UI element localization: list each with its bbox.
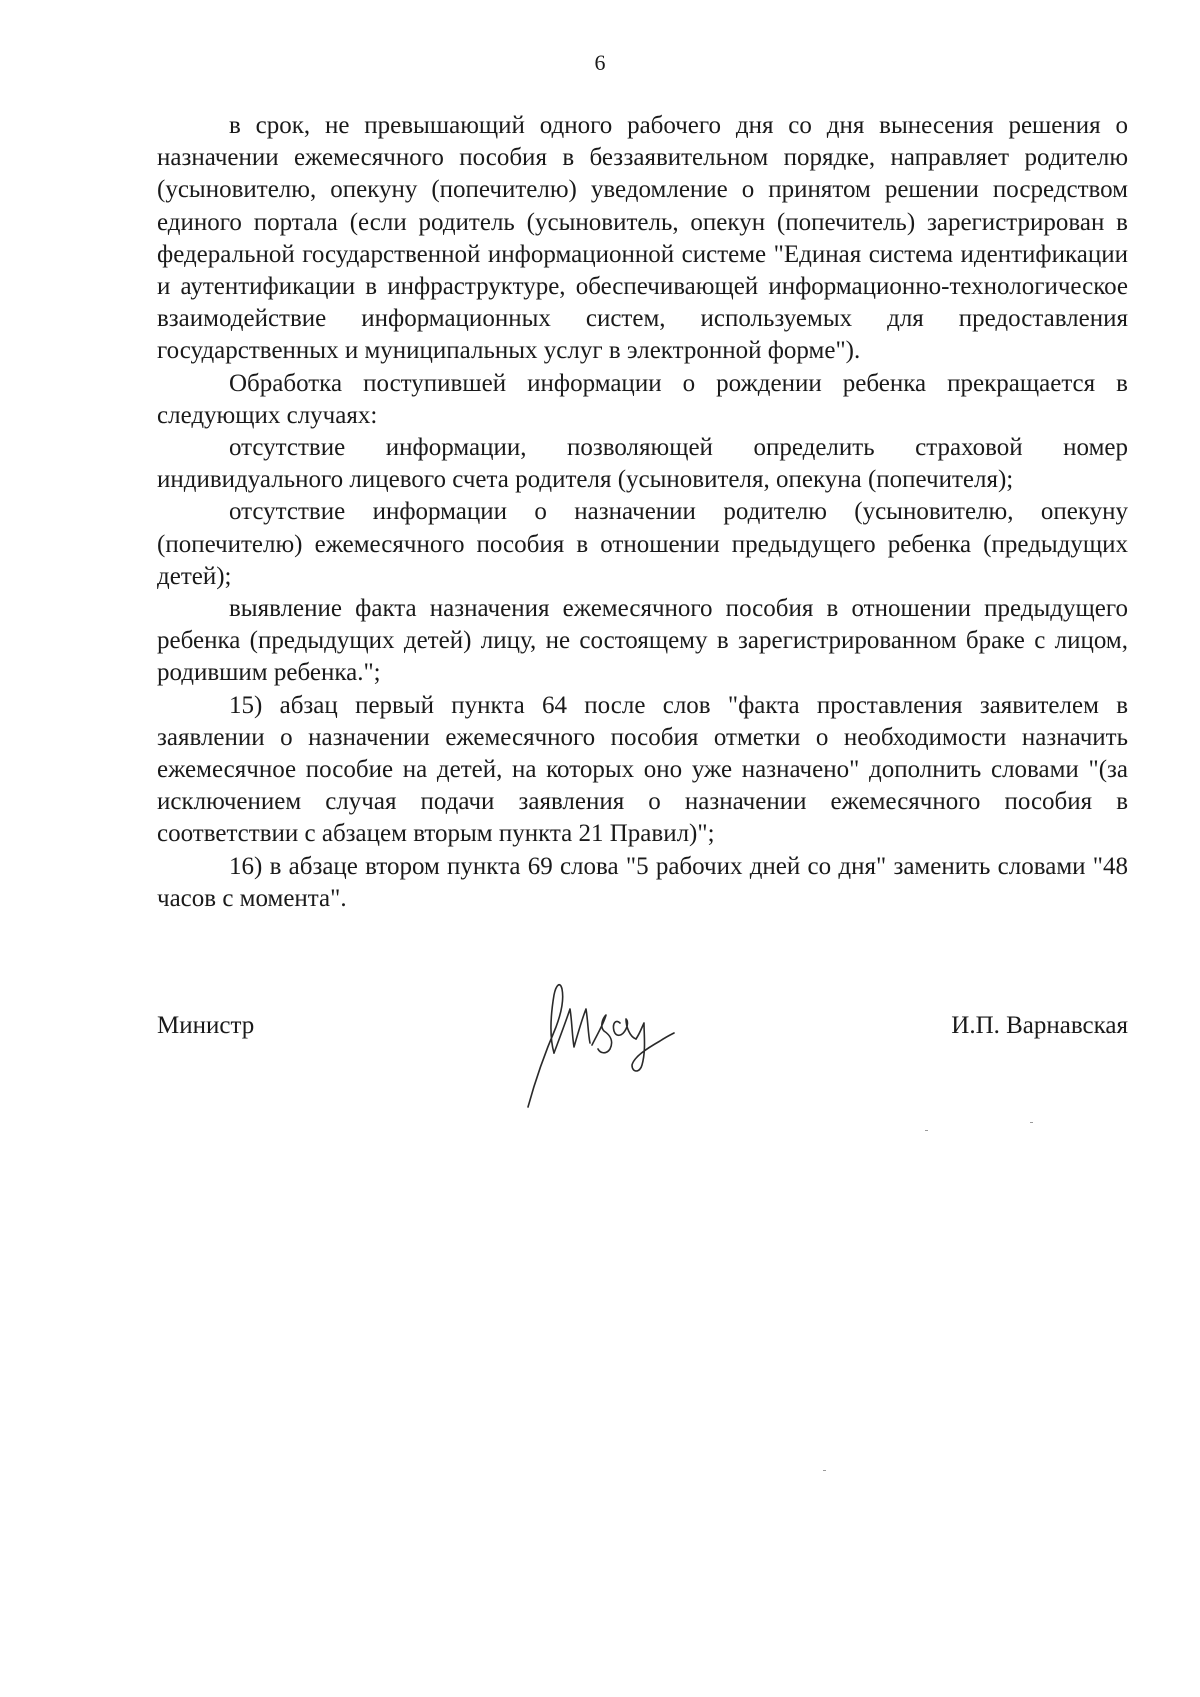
handwritten-signature (520, 975, 710, 1115)
paragraph-item-15: 15) абзац первый пункта 64 после слов "факта проставления заявителем в заявлении о назначении ежемесячного пособия отметки о необходимости назначить ежемесячное пособие на детей, на которых оно уже назначено" дополнить словами "(за исключением случая подачи заявления о назначении ежемесячного пособия в соответствии с абзацем вторым пункта 21 Правил)"; (157, 691, 1128, 848)
scan-speck (823, 1470, 826, 1471)
page-number: 6 (594, 50, 606, 75)
signatory-name: И.П. Варнавская (951, 1012, 1128, 1039)
paragraph-case-no-snils: отсутствие информации, позволяющей определить страховой номер индивидуального лицевого счета родителя (усыновителя, опекуна (попечителя); (157, 434, 1128, 494)
paragraph-item-16: 16) в абзаце втором пункта 69 слова "5 рабочих дней со дня" заменить словами "48 часов с момента". (157, 852, 1128, 912)
paragraph-termination-intro: Обработка поступившей информации о рождении ребенка прекращается в следующих случаях: (157, 369, 1128, 429)
signatory-title: Министр (157, 1012, 255, 1039)
paragraph-case-unmarried: выявление факта назначения ежемесячного пособия в отношении предыдущего ребенка (предыдущих детей) лицу, не состоящему в зарегистрированном браке с лицом, родившим ребенка."; (157, 595, 1128, 687)
scan-speck (1030, 1122, 1033, 1123)
document-body (157, 110, 1128, 915)
scan-speck (925, 1130, 928, 1131)
paragraph-case-no-prior-benefit: отсутствие информации о назначении родителю (усыновителю, опекуну (попечителю) ежемесячного пособия в отношении предыдущего ребенка (предыдущих детей); (157, 498, 1128, 590)
paragraph-notification: в срок, не превышающий одного рабочего дня со дня вынесения решения о назначении ежемесячного пособия в беззаявительном порядке, направляет родителю (усыновителю, опекуну (попечителю) уведомление о принятом решении посредством единого портала (если родитель (усыновитель, опекун (попечитель) зарегистрирован в федеральной государственной информационной системе "Единая система идентификации и аутентификации в инфраструктуре, обеспечивающей информационно-технологическое взаимодействие информационных систем, используемых для предоставления государственных и муниципальных услуг в электронной форме"). (157, 112, 1128, 365)
